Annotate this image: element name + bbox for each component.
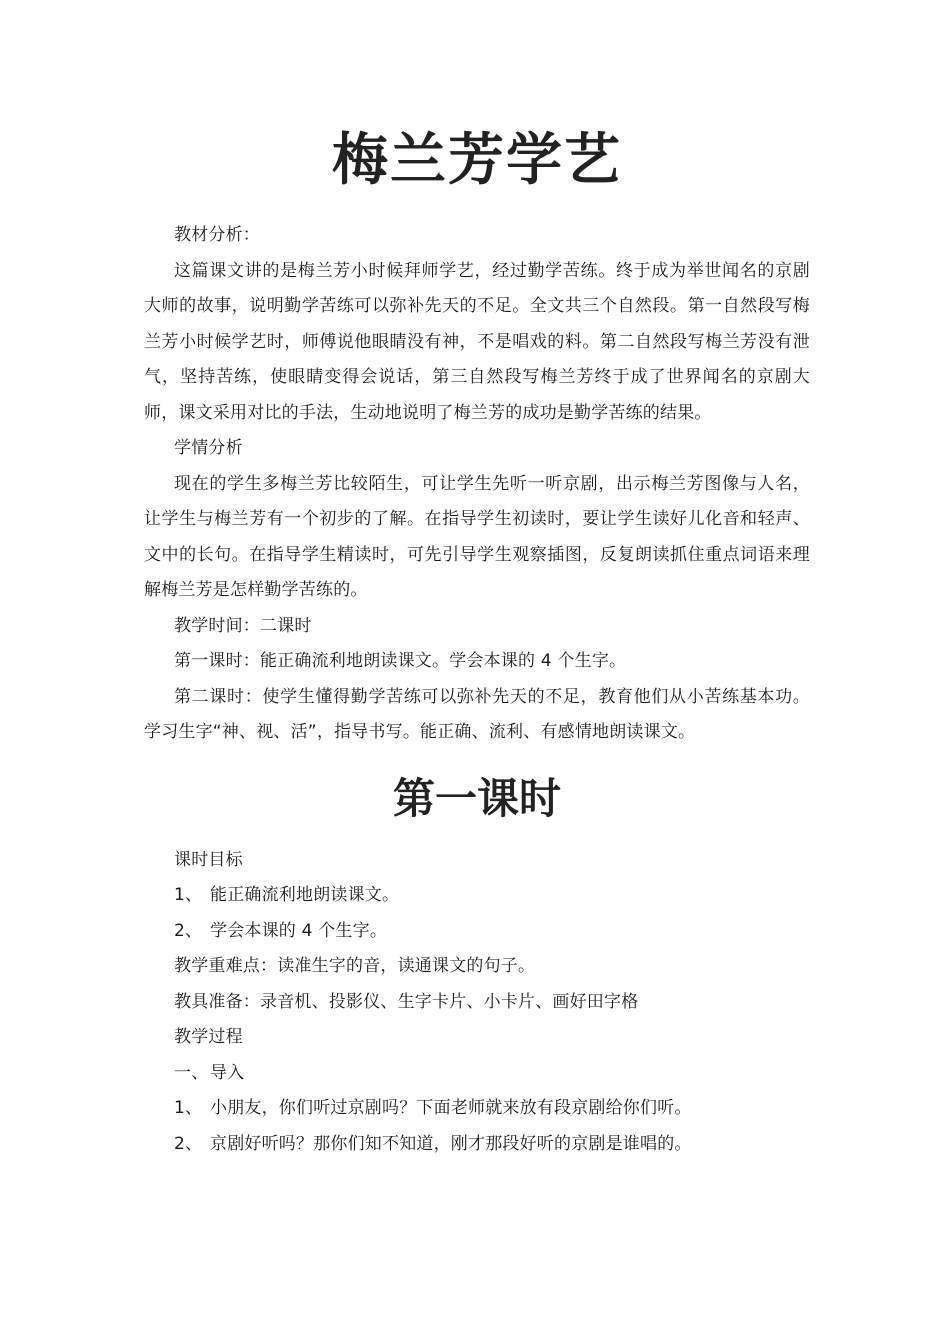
goal-item <box>144 914 810 950</box>
step-number: 1、 <box>174 1098 203 1118</box>
analysis-heading: 教材分析： <box>174 225 260 245</box>
step-heading-text: 导入 <box>210 1062 245 1083</box>
lesson-goal-heading: 课时目标 <box>174 849 243 870</box>
document-title: 梅兰芳学艺 <box>332 127 622 193</box>
step-heading-number: 一、 <box>174 1062 209 1083</box>
key-points-line: 教学重难点：读准生字的音，读通课文的句子。 <box>174 956 536 976</box>
goal-number: 2、 <box>174 920 203 941</box>
step-text: 京剧好听吗？那你们知不知道，刚才那段好听的京剧是谁唱的。 <box>210 1133 692 1154</box>
section-title: 第一课时 <box>392 773 561 823</box>
step-number: 2、 <box>174 1133 203 1154</box>
step-item <box>144 1127 810 1163</box>
student-analysis-paragraph: 现在的学生多梅兰芳比较陌生，可让学生先听一听京剧，出示梅兰芳图像与人名，让学生与梅兰芳有一个初步的了解。在指导学生初读时，要让学生读好儿化音和轻声、文中的长句。在指导学生精读时，可先引导学生观察插图，反复朗读抓住重点词语来理解梅兰芳是怎样勤学苦练的。 <box>144 473 810 600</box>
process-heading: 教学过程 <box>174 1027 243 1047</box>
analysis-paragraph: 这篇课文讲的是梅兰芳小时候拜师学艺，经过勤学苦练。终于成为举世闻名的京剧大师的故事，说明勤学苦练可以弥补先天的不足。全文共三个自然段。第一自然段写梅兰芳小时候学艺时，师傅说他眼睛没有神，不是唱戏的料。第二自然段写梅兰芳没有泄气，坚持苦练，使眼睛变得会说话，第三自然段写梅兰芳终于成了世界闻名的京剧大师，课文采用对比的手法，生动地说明了梅兰芳的成功是勤学苦练的结果。 <box>144 260 810 423</box>
document-page <box>144 120 810 1162</box>
lesson1-summary-line: 第一课时：能正确流利地朗读课文。学会本课的 4 个生字。 <box>174 651 627 671</box>
goal-item <box>144 878 810 914</box>
goal-text: 学会本课的 4 个生字。 <box>210 920 388 941</box>
step-text: 小朋友，你们听过京剧吗？下面老师就来放有段京剧给你们听。 <box>210 1098 692 1118</box>
teaching-time-line: 教学时间：二课时 <box>174 615 312 636</box>
student-analysis-heading: 学情分析 <box>174 438 243 458</box>
step-item <box>144 1091 810 1127</box>
goal-number: 1、 <box>174 885 203 905</box>
materials-line: 教具准备：录音机、投影仪、生字卡片、小卡片、画好田字格 <box>174 991 639 1012</box>
lesson2-summary-paragraph: 第二课时：使学生懂得勤学苦练可以弥补先天的不足，教育他们从小苦练基本功。学习生字“神、视、活”，指导书写。能正确、流利、有感情地朗读课文。 <box>144 686 810 742</box>
goal-text: 能正确流利地朗读课文。 <box>210 885 400 905</box>
step-heading <box>144 1056 810 1092</box>
